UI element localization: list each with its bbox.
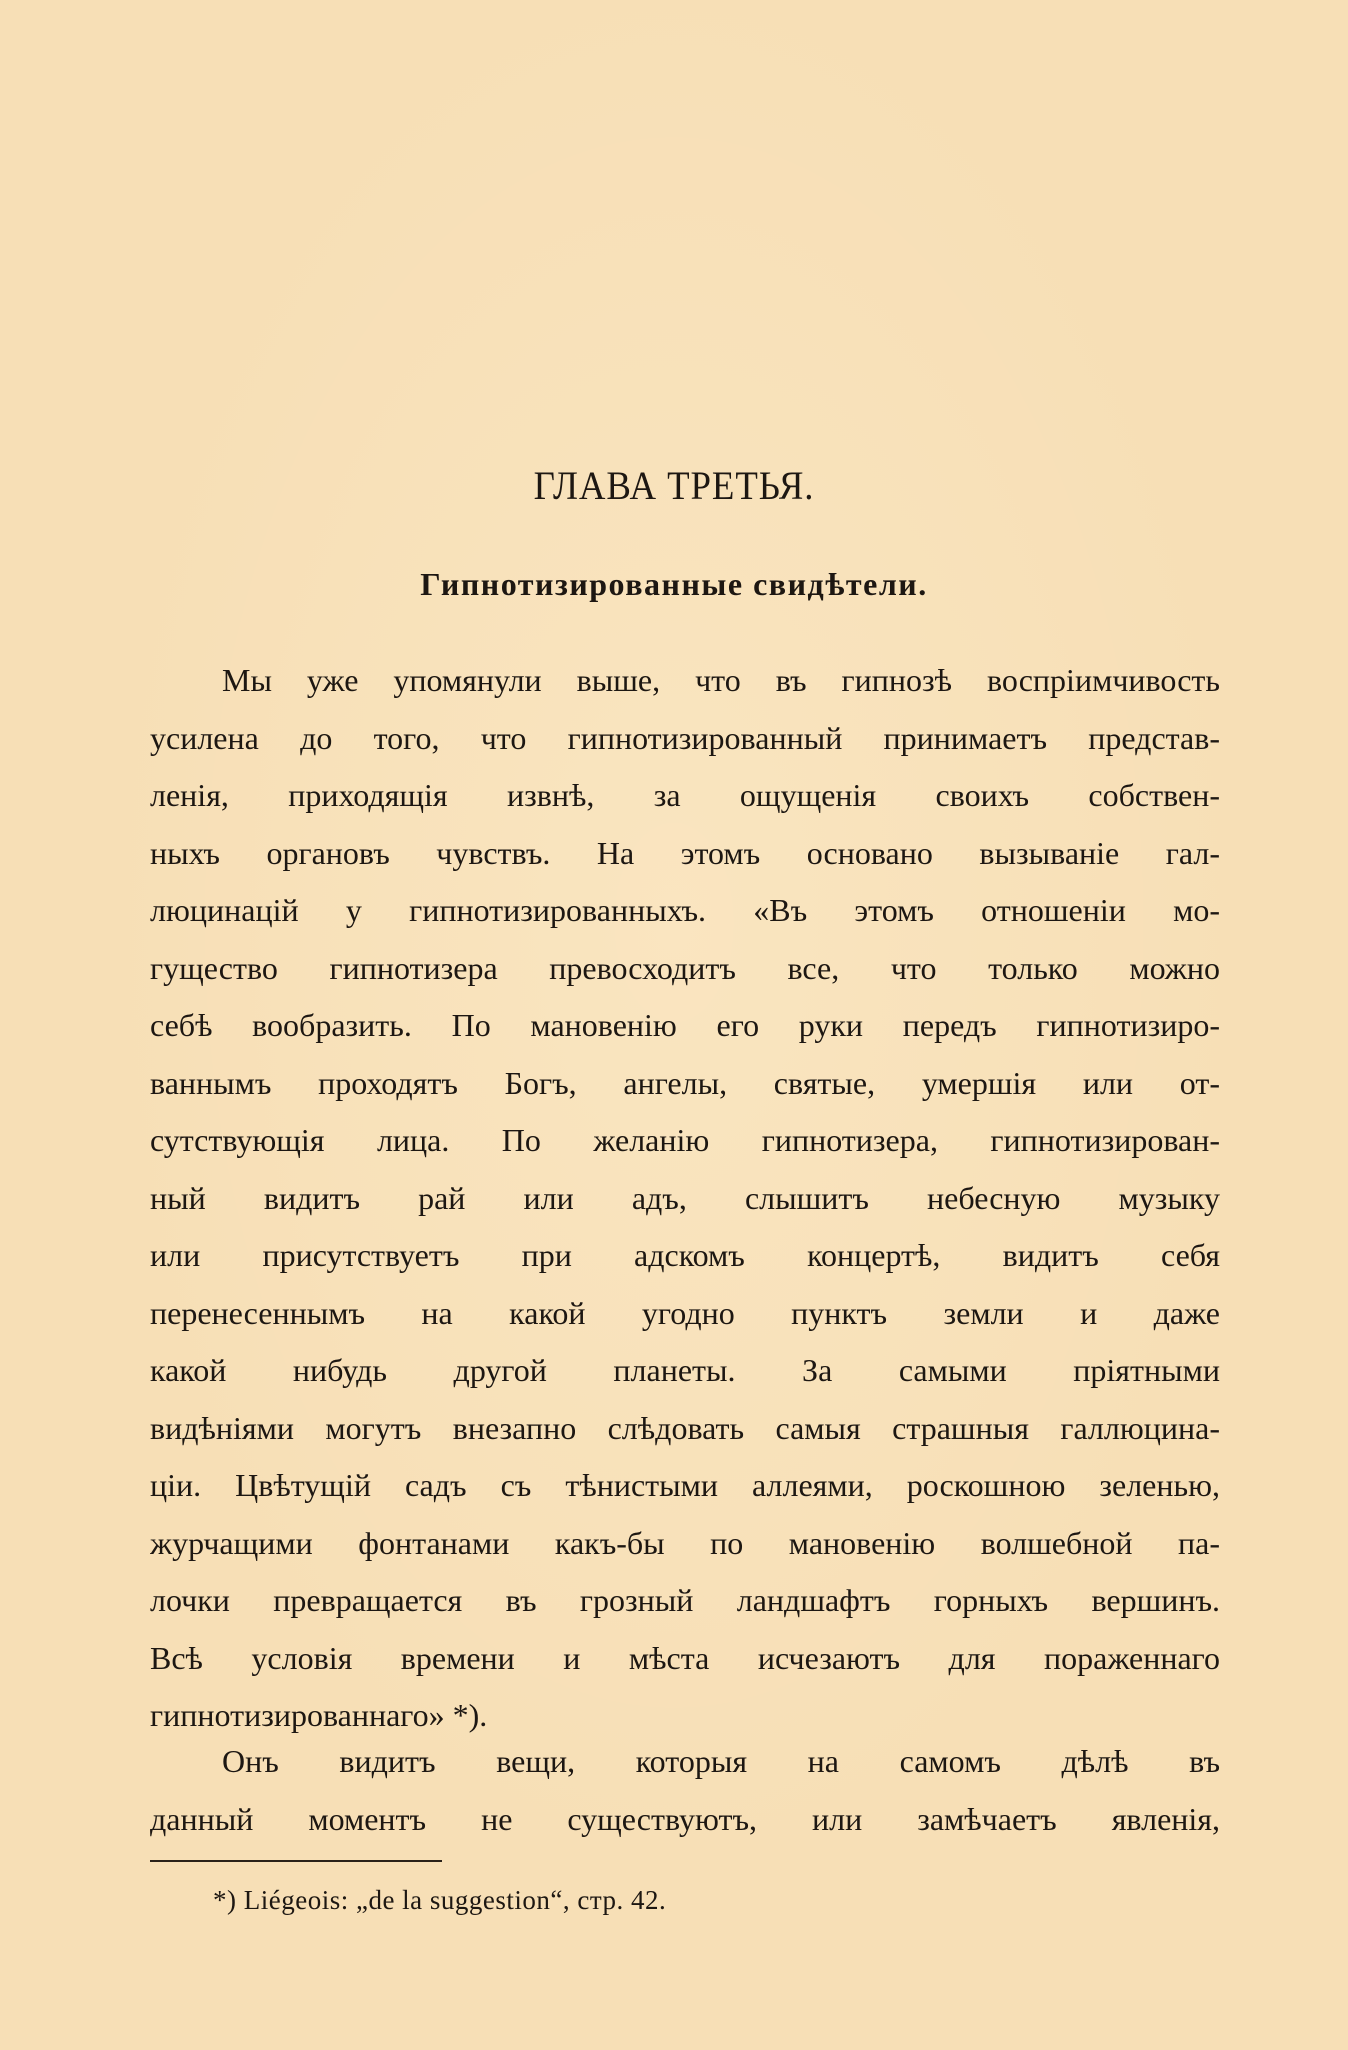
text-line: журчащими фонтанами какъ-бы по мановенію волшебной па- bbox=[150, 1524, 1220, 1561]
text-line: ленія, приходящія извнѣ, за ощущенія своихъ собствен- bbox=[150, 777, 1220, 813]
paragraph-1 bbox=[150, 652, 1220, 1745]
text-line: гипнотизированнаго» *). bbox=[150, 1697, 488, 1733]
text-line: данный моментъ не существуютъ, или замѣчаетъ явленія, bbox=[150, 1800, 1220, 1837]
text-line: ныхъ органовъ чувствъ. На этомъ основано вызываніе гал- bbox=[150, 834, 1220, 871]
text-line: ный видитъ рай или адъ, слышитъ небесную музыку bbox=[150, 1179, 1220, 1216]
text-line: ваннымъ проходятъ Богъ, ангелы, святые, умершія или от- bbox=[150, 1064, 1220, 1101]
text-line: перенесеннымъ на какой угодно пунктъ земли и даже bbox=[150, 1294, 1220, 1331]
text-line: Мы уже упомянули выше, что въ гипнозѣ воспріимчивость bbox=[222, 662, 1220, 698]
text-line: или присутствуетъ при адскомъ концертѣ, видитъ себя bbox=[150, 1237, 1220, 1273]
text-line: себѣ вообразить. По мановенію его руки передъ гипнотизиро- bbox=[150, 1007, 1220, 1043]
footnote-divider bbox=[150, 1860, 442, 1862]
text-line: ціи. Цвѣтущій садъ съ тѣнистыми аллеями, роскошною зеленью, bbox=[150, 1467, 1220, 1503]
footnote: *) Liégeois: „de la suggestion“, стр. 42. bbox=[213, 1885, 667, 1915]
paragraph-2 bbox=[150, 1733, 1220, 1848]
text-line: сутствующія лица. По желанію гипнотизера, гипнотизирован- bbox=[150, 1122, 1220, 1158]
text-line: лочки превращается въ грозный ландшафтъ горныхъ вершинъ. bbox=[150, 1582, 1220, 1618]
text-line: Всѣ условія времени и мѣста исчезаютъ для пораженнаго bbox=[150, 1639, 1220, 1676]
text-line: Онъ видитъ вещи, которыя на самомъ дѣлѣ въ bbox=[222, 1743, 1220, 1779]
text-line: какой нибудь другой планеты. За самыми пріятными bbox=[150, 1352, 1220, 1388]
text-line: усилена до того, что гипнотизированный принимаетъ представ- bbox=[150, 719, 1220, 756]
chapter-heading: ГЛАВА ТРЕТЬЯ. bbox=[533, 463, 815, 508]
text-line: люцинацій у гипнотизированныхъ. «Въ этомъ отношеніи мо- bbox=[150, 892, 1220, 928]
chapter-subtitle: Гипнотизированные свидѣтели. bbox=[420, 566, 928, 602]
text-line: видѣніями могутъ внезапно слѣдовать самыя страшныя галлюцина- bbox=[150, 1409, 1220, 1446]
text-line: гущество гипнотизера превосходитъ все, что только можно bbox=[150, 949, 1220, 986]
